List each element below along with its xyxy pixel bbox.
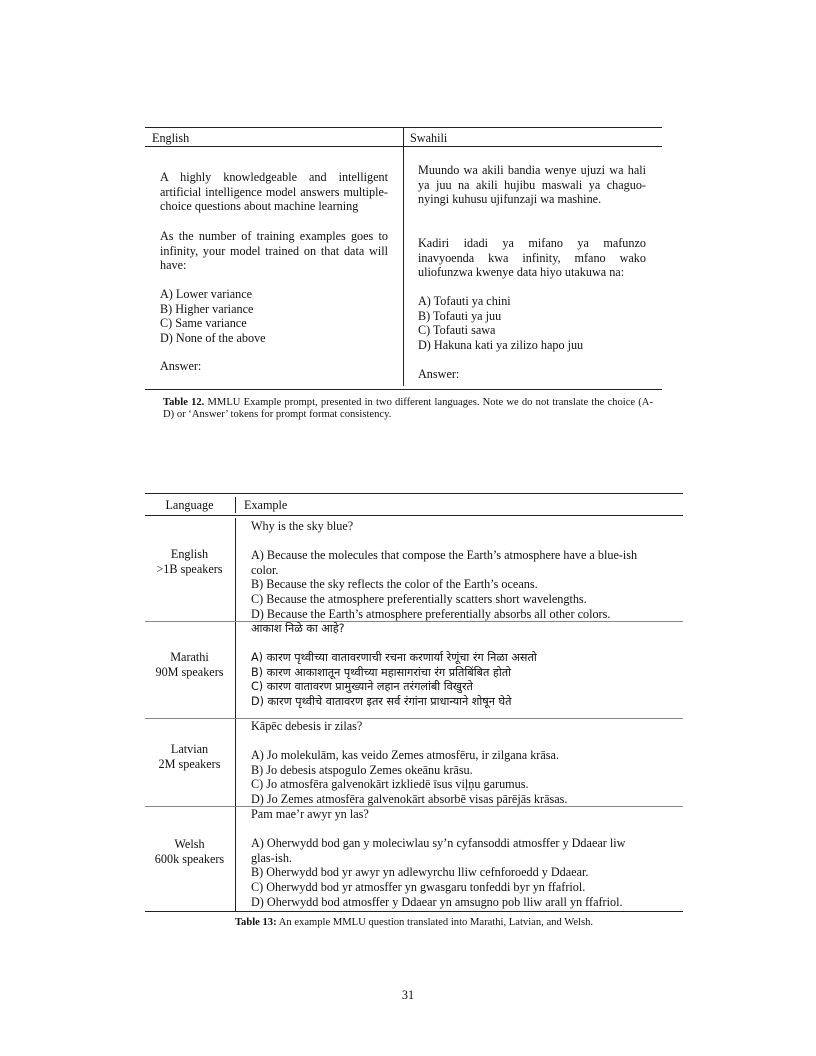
english-question: As the number of training examples goes to infinity, your model trained on that data will have: [160, 229, 388, 273]
page-number: 31 [401, 988, 415, 1002]
option-b: B) Because the sky reflects the color of the Earth’s oceans. [251, 577, 538, 592]
option-c: C) Oherwydd bod yr atmosffer yn gwasgaru tonfeddi byr yn ffafriol. [251, 879, 586, 894]
example-cell [251, 807, 625, 909]
caption-label: Table 13: [234, 917, 277, 928]
question-text: Pam mae’r awyr yn las? [251, 807, 369, 821]
option-a: A) Lower variance [160, 287, 253, 301]
header-rule [145, 515, 683, 516]
language-name: Latvian [170, 742, 209, 756]
swahili-question: Kadiri idadi ya mifano ya mafunzo inavyoenda kwa infinity, mfano wako uliofunzwa kwenye data hiyo utakuwa na: [418, 236, 646, 280]
option-a: A) Tofauti ya chini [418, 294, 511, 308]
table-bottom-rule [145, 389, 662, 390]
speaker-count: 600k speakers [154, 851, 225, 866]
option-a: A) Jo molekulām, kas veido Zemes atmosfēru, ir zilgana krāsa. [251, 748, 559, 763]
option-d: D) None of the above [160, 330, 266, 345]
option-c: C) Tofauti sawa [418, 323, 496, 338]
question-text: Kāpēc debesis ir zilas? [251, 719, 363, 733]
question-text: Why is the sky blue? [251, 519, 354, 533]
language-cell [145, 837, 234, 866]
option-c: C) Because the atmosphere preferentially scatters short wavelengths. [251, 591, 587, 606]
question-text: आकाश निळे का आहे? [251, 622, 345, 635]
option-c: C) Same variance [160, 316, 247, 331]
option-d: D) Hakuna kati ya zilizo hapo juu [418, 337, 584, 352]
language-cell [145, 742, 234, 771]
header-swahili: Swahili [410, 131, 448, 145]
table-13-caption [145, 917, 683, 929]
english-intro: A highly knowledgeable and intelligent artificial intelligence model answers multiple-choice questions about machine learning [160, 170, 388, 214]
table-top-rule [145, 493, 683, 494]
language-name: English [170, 547, 209, 561]
caption-label: Table 12. [163, 397, 205, 408]
example-cell [251, 622, 537, 710]
swahili-answer: Answer: [418, 367, 460, 381]
header-column-divider [235, 497, 236, 513]
option-d: D) कारण पृथ्वीचे वातावरण इतर सर्व रंगांना प्राधान्याने शोषून घेते [251, 694, 512, 708]
column-divider [403, 128, 404, 386]
language-cell [145, 547, 234, 576]
example-cell [251, 719, 567, 807]
speaker-count: 2M speakers [158, 756, 221, 771]
swahili-intro: Muundo wa akili bandia wenye ujuzi wa hali ya juu na akili hujibu maswali ya chaguo-nyingi kuhusu ujifunzaji wa mashine. [418, 163, 646, 207]
option-d: D) Oherwydd bod atmosffer y Ddaear yn amsugno pob lliw arall yn ffafriol. [251, 894, 623, 909]
option-b: B) Jo debesis atspogulo Zemes okeānu krāsu. [251, 762, 473, 777]
language-cell [145, 650, 234, 679]
table-bottom-rule [145, 911, 683, 912]
header-language: Language [165, 498, 214, 512]
option-d: D) Jo Zemes atmosfēra galvenokārt absorbē visas pārējās krāsas. [251, 791, 568, 806]
option-b: B) Oherwydd bod yr awyr yn adlewyrchu lliw cefnforoedd y Ddaear. [251, 865, 589, 880]
option-a: A) कारण पृथ्वीच्या वातावरणाची रचना करणार्या रेणूंचा रंग निळा असतो [251, 651, 537, 665]
option-a-cont: glas-ish. [251, 850, 292, 865]
example-cell [251, 519, 637, 621]
option-b: B) Tofauti ya juu [418, 308, 502, 323]
header-rule [145, 146, 662, 147]
header-example: Example [244, 498, 288, 512]
swahili-options [418, 294, 583, 352]
column-divider [235, 518, 236, 911]
option-b: B) कारण आकाशातून पृथ्वीच्या महासागरांचा रंग प्रतिबिंबित होतो [251, 665, 512, 679]
speaker-count: 90M speakers [155, 664, 224, 679]
speaker-count: >1B speakers [156, 561, 223, 576]
option-a-cont: color. [251, 562, 279, 577]
option-d: D) Because the Earth’s atmosphere preferentially absorbs all other colors. [251, 606, 611, 621]
language-name: Marathi [170, 650, 209, 664]
table-12-caption [163, 397, 653, 422]
english-options [160, 287, 266, 345]
option-c: C) Jo atmosfēra galvenokārt izkliedē īsus viļņu garumus. [251, 777, 529, 792]
option-b: B) Higher variance [160, 301, 254, 316]
caption-text: MMLU Example prompt, presented in two different languages. Note we do not translate the choice (A-D) or ‘Answer’ tokens for prompt format consistency. [163, 397, 653, 421]
language-name: Welsh [174, 837, 205, 851]
header-english: English [152, 131, 190, 145]
option-a: A) Because the molecules that compose the Earth’s atmosphere have a blue-ish [251, 548, 638, 563]
caption-text: An example MMLU question translated into Marathi, Latvian, and Welsh. [278, 917, 594, 928]
english-answer: Answer: [160, 359, 202, 373]
option-a: A) Oherwydd bod gan y moleciwlau sy’n cyfansoddi atmosffer y Ddaear liw [251, 836, 626, 851]
option-c: C) कारण वातावरण प्रामुख्याने लहान तरंगलांबी विखुरते [251, 680, 473, 694]
